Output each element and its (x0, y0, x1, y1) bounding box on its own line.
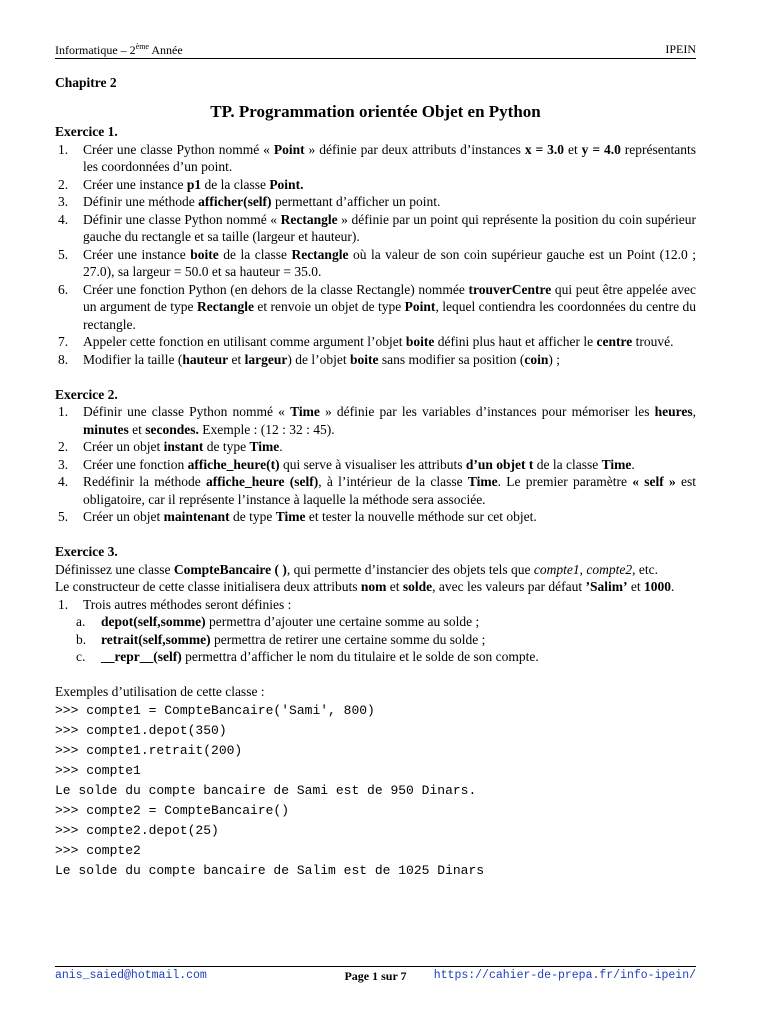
list-item: 5. Créer une instance boite de la classe Rectangle où la valeur de son coin supérieur gauche est un Point (12.0 ; 27.0), sa largeur = 50.0 et sa hauteur = 35.0. (58, 246, 697, 279)
code-line: Le solde du compte bancaire de Sami est de 950 Dinars. (55, 782, 477, 798)
exercise-2-list (55, 403, 696, 526)
list-item: 4. Définir une classe Python nommé « Rectangle » définie par un point qui représente la position du coin supérieur gauche du rectangle et sa taille (largeur et hauteur). (58, 211, 696, 244)
list-item: 3. Créer une fonction affiche_heure(t) qui serve à visualiser les attributs d’un objet t de la classe Time. (58, 456, 635, 472)
code-line: >>> compte2 (55, 842, 141, 858)
code-line: Le solde du compte bancaire de Salim est de 1025 Dinars (55, 862, 485, 878)
list-item: 5. Créer un objet maintenant de type Time et tester la nouvelle méthode sur cet objet. (58, 509, 537, 524)
exercise-3-heading: Exercice 3. (55, 544, 118, 559)
list-item: c. __repr__(self) permettra d’afficher le nom du titulaire et le solde de son compte. (76, 649, 539, 664)
website-link[interactable]: https://cahier-de-prepa.fr/info-ipein/ (433, 969, 696, 982)
page-header (55, 42, 696, 59)
exercise-3-intro: Définissez une classe CompteBancaire ( ), qui permette d’instancier des objets tels que compte1, compte2, etc. (55, 561, 658, 577)
list-item: 1. Définir une classe Python nommé « Time » définie par les variables d’instances pour mémoriser les heures, minutes et secondes. Exemple : (12 : 32 : 45). (58, 404, 696, 437)
exercise-3-methods (55, 613, 696, 666)
header-course: Informatique – 2ème Année (55, 42, 183, 57)
examples-intro: Exemples d’utilisation de cette classe : (55, 684, 265, 699)
list-item: 2. Créer un objet instant de type Time. (58, 439, 283, 454)
list-item: 6. Créer une fonction Python (en dehors de la classe Rectangle) nommée trouverCentre qui peut être appelée avec un argument de type Rectangle et renvoie un objet de type Point, lequel contiendra les coordonnées du centre du rectangle. (58, 281, 697, 332)
code-line: >>> compte1 (55, 762, 141, 778)
code-line: >>> compte1 = CompteBancaire('Sami', 800) (55, 702, 375, 718)
exercise-1-list (55, 141, 696, 369)
exercise-3-constructor: Le constructeur de cette classe initialisera deux attributs nom et solde, avec les valeurs par défaut ’Salim’ et 1000. (55, 579, 675, 594)
list-item: 7. Appeler cette fonction en utilisant comme argument l’objet boite défini plus haut et afficher le centre trouvé. (58, 334, 674, 349)
list-item: 3. Définir une méthode afficher(self) permettant d’afficher un point. (58, 194, 441, 209)
code-example (55, 701, 696, 881)
code-line: >>> compte1.retrait(200) (55, 742, 243, 758)
page-footer (55, 966, 696, 987)
code-line: >>> compte2.depot(25) (55, 822, 219, 838)
page-number: Page 1 sur 7 (344, 969, 407, 983)
list-item: 8. Modifier la taille (hauteur et largeur) de l’objet boite sans modifier sa position (coin) ; (58, 351, 560, 367)
list-item: b. retrait(self,somme) permettra de retirer une certaine somme du solde ; (76, 631, 486, 647)
list-item: 4. Redéfinir la méthode affiche_heure (self), à l’intérieur de la classe Time. Le premier paramètre « self » est obligatoire, car il représente l’instance à laquelle la méthode sera associée. (58, 474, 697, 507)
header-school: IPEIN (665, 42, 696, 56)
list-item: 2. Créer une instance p1 de la classe Point. (58, 176, 304, 192)
exercise-3-list (55, 596, 696, 614)
list-item: a. depot(self,somme) permettra d’ajouter une certaine somme au solde ; (76, 614, 480, 629)
page-title: TP. Programmation orientée Objet en Python (210, 101, 541, 121)
code-line: >>> compte2 = CompteBancaire() (55, 802, 290, 818)
list-item: 1. Trois autres méthodes seront définies : (58, 596, 292, 612)
chapter-label: Chapitre 2 (55, 75, 117, 90)
exercise-2-heading: Exercice 2. (55, 386, 118, 402)
code-line: >>> compte1.depot(350) (55, 722, 227, 738)
document-body (55, 70, 696, 881)
author-email-link[interactable]: anis_saied@hotmail.com (55, 969, 207, 982)
exercise-1-heading: Exercice 1. (55, 124, 118, 139)
list-item: 1. Créer une classe Python nommé « Point » définie par deux attributs d’instances x = 3.0 et y = 4.0 représentants les coordonnées d’un point. (58, 141, 697, 174)
